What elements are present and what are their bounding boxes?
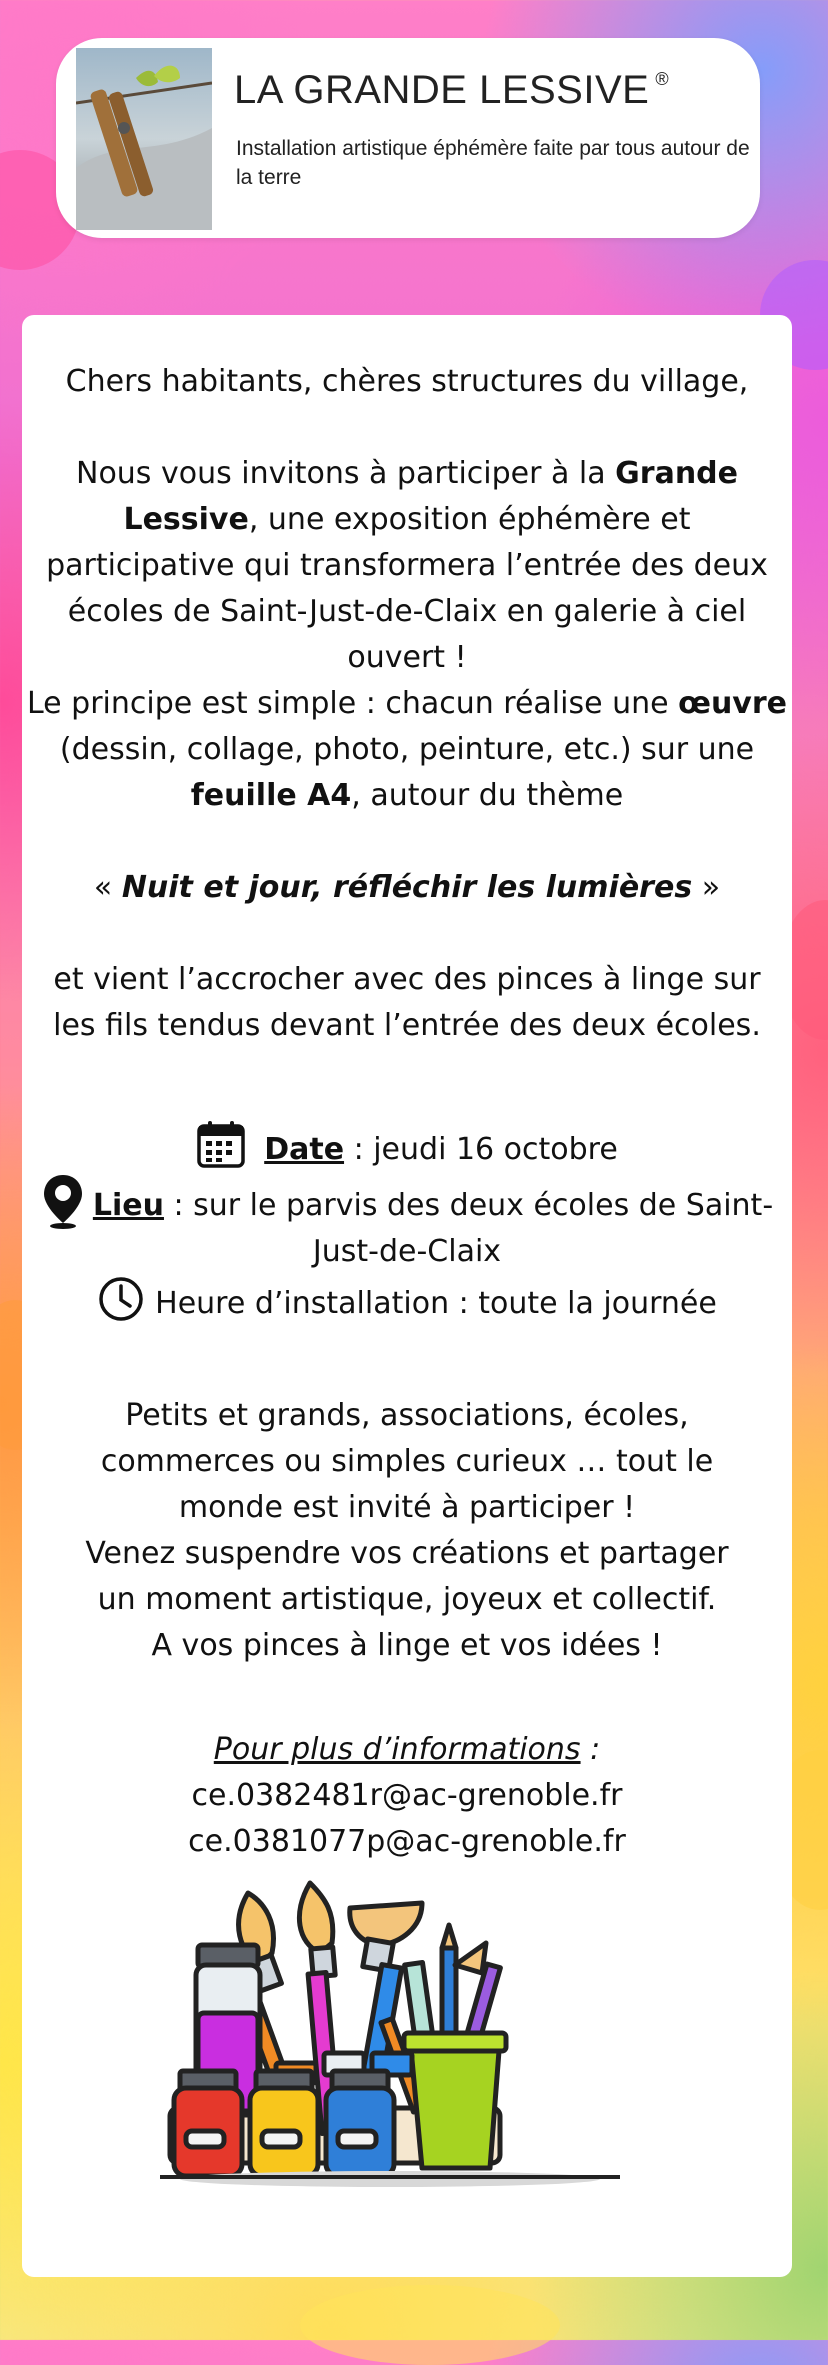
header-subtitle: Installation artistique éphémère faite par tous autour de la terre [236, 137, 750, 189]
clothespin-logo [76, 48, 212, 230]
background-splash [300, 2285, 560, 2365]
contact-email-2[interactable]: ce.0381077p@ac-grenoble.fr [188, 1824, 626, 1859]
greeting: Chers habitants, chères structures du village, [65, 364, 749, 399]
theme: « Nuit et jour, réfléchir les lumières » [93, 870, 721, 905]
invitation-card [22, 315, 792, 2277]
art-supplies-illustration [160, 1873, 620, 2193]
come-share: Venez suspendre vos créations et partager un moment artistique, joyeux et collectif. [85, 1536, 729, 1617]
location-pin-icon [41, 1173, 85, 1229]
everyone-invited: Petits et grands, associations, écoles, commerces ou simples curieux … tout le monde est invité à participer ! [100, 1398, 714, 1525]
cheer: A vos pinces à linge et vos idées ! [151, 1628, 663, 1663]
header-banner [56, 38, 760, 238]
time-line: Heure d’installation : toute la journée [22, 1275, 792, 1327]
invitation-text [22, 315, 792, 1865]
date-line: Date : jeudi 16 octobre [22, 1119, 792, 1173]
hang-instructions: et vient l’accrocher avec des pinces à linge sur les fils tendus devant l’entrée des deux écoles. [53, 962, 761, 1043]
invitation-paragraph: Nous vous invitons à participer à la Grande Lessive, une exposition éphémère et participative qui transformera l’entrée des deux écoles de Saint-Just-de-Claix en galerie à ciel ouvert ! Le principe est simple : chacun réalise une œuvre (dessin, collage, photo, peinture, etc.) sur une feuille A4, autour du thème [26, 456, 788, 813]
header-title: LA GRANDE LESSIVE ® [234, 68, 670, 112]
calendar-icon [196, 1119, 246, 1169]
contact-label: Pour plus d’informations : [213, 1732, 601, 1767]
clock-icon [97, 1275, 145, 1323]
contact-email-1[interactable]: ce.0382481r@ac-grenoble.fr [191, 1778, 623, 1813]
place-line: Lieu : sur le parvis des deux écoles de Saint-Just-de-Claix [22, 1173, 792, 1275]
